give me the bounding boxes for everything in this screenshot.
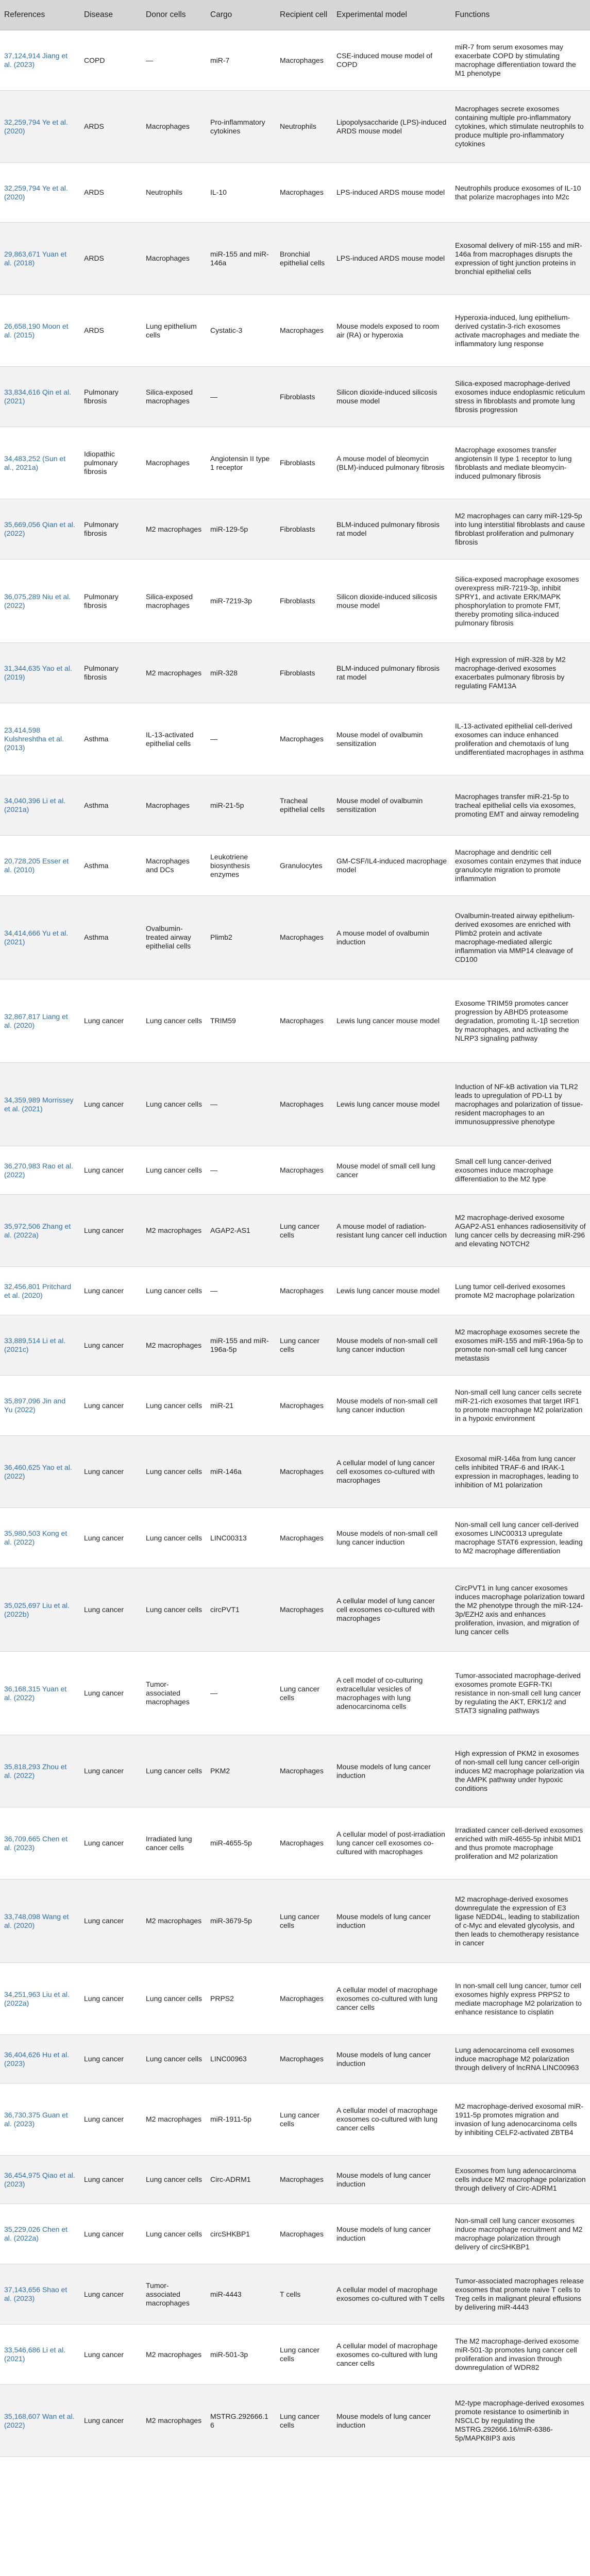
cell-cargo: Leukotriene biosynthesis enzymes xyxy=(206,836,276,896)
cell-donor-cells: Lung cancer cells xyxy=(142,2204,206,2264)
cell-recipient-cell: Fibroblasts xyxy=(276,560,332,643)
cell-disease: Lung cancer xyxy=(80,1267,142,1315)
cell-experimental-model: Mouse models of non-small cell lung cancer induction xyxy=(332,1315,451,1376)
table-row xyxy=(0,703,590,775)
cell-functions: M2-type macrophage-derived exosomes promote resistance to osimertinib in NSCLC by regulating the MSTRG.292666.16/miR-6386-5p/MAPK8IP3 axis xyxy=(451,2385,590,2457)
cell-experimental-model: Mouse model of ovalbumin sensitization xyxy=(332,775,451,836)
cell-recipient-cell: Lung cancer cells xyxy=(276,2325,332,2385)
cell-references[interactable]: 35,972,506 Zhang et al. (2022a) xyxy=(0,1195,80,1267)
cell-experimental-model: A cellular model of lung cancer cell exosomes co-cultured with macrophages xyxy=(332,1436,451,1508)
cell-experimental-model: A cellular model of macrophage exosomes co-cultured with lung cancer cells xyxy=(332,2325,451,2385)
cell-recipient-cell: Lung cancer cells xyxy=(276,2385,332,2457)
cell-donor-cells: M2 macrophages xyxy=(142,1195,206,1267)
cell-experimental-model: BLM-induced pulmonary fibrosis rat model xyxy=(332,499,451,560)
cell-disease: Pulmonary fibrosis xyxy=(80,499,142,560)
cell-experimental-model: A cell model of co-culturing extracellular vesicles of macrophages with lung adenocarcinoma cells xyxy=(332,1652,451,1735)
cell-experimental-model: Lewis lung cancer mouse model xyxy=(332,1063,451,1146)
cell-references[interactable]: 36,168,315 Yuan et al. (2022) xyxy=(0,1652,80,1735)
cell-cargo: LINC00313 xyxy=(206,1508,276,1568)
header-references: References xyxy=(0,0,80,30)
cell-cargo: — xyxy=(206,1652,276,1735)
cell-experimental-model: Mouse models of lung cancer induction xyxy=(332,2204,451,2264)
cell-cargo: — xyxy=(206,367,276,427)
cell-disease: Lung cancer xyxy=(80,1568,142,1652)
table-row xyxy=(0,1508,590,1568)
cell-disease: Asthma xyxy=(80,775,142,836)
cell-disease: Idiopathic pulmonary fibrosis xyxy=(80,427,142,499)
cell-functions: Macrophages secrete exosomes containing multiple pro-inflammatory cytokines, which stimulate neutrophils to produce multiple pro-inflammatory cytokines xyxy=(451,91,590,163)
cell-references[interactable]: 37,124,914 Jiang et al. (2023) xyxy=(0,30,80,91)
cell-donor-cells: Silica-exposed macrophages xyxy=(142,560,206,643)
cell-references[interactable]: 36,075,289 Niu et al. (2022) xyxy=(0,560,80,643)
cell-disease: Lung cancer xyxy=(80,1315,142,1376)
table-row xyxy=(0,1376,590,1436)
cell-recipient-cell: Macrophages xyxy=(276,295,332,367)
cell-donor-cells: Neutrophils xyxy=(142,163,206,223)
cell-donor-cells: M2 macrophages xyxy=(142,1879,206,1963)
cell-disease: Lung cancer xyxy=(80,1963,142,2035)
table-row xyxy=(0,295,590,367)
cell-cargo: Angiotensin II type 1 receptor xyxy=(206,427,276,499)
cell-functions: Macrophages transfer miR-21-5p to tracheal epithelial cells via exosomes, promoting EMT and airway remodeling xyxy=(451,775,590,836)
cell-references[interactable]: 33,834,616 Qin et al. (2021) xyxy=(0,367,80,427)
cell-donor-cells: M2 macrophages xyxy=(142,2385,206,2457)
cell-disease: Lung cancer xyxy=(80,1652,142,1735)
cell-disease: Lung cancer xyxy=(80,1879,142,1963)
cell-disease: COPD xyxy=(80,30,142,91)
table-row xyxy=(0,1568,590,1652)
cell-cargo: IL-10 xyxy=(206,163,276,223)
cell-donor-cells: Irradiated lung cancer cells xyxy=(142,1807,206,1879)
cell-recipient-cell: Fibroblasts xyxy=(276,367,332,427)
cell-recipient-cell: Macrophages xyxy=(276,30,332,91)
table-row xyxy=(0,2264,590,2325)
table-row xyxy=(0,2083,590,2156)
cell-recipient-cell: Macrophages xyxy=(276,1436,332,1508)
cell-experimental-model: Mouse model of small cell lung cancer xyxy=(332,1146,451,1195)
cell-donor-cells: M2 macrophages xyxy=(142,643,206,703)
table-row xyxy=(0,427,590,499)
table-row xyxy=(0,1195,590,1267)
cell-donor-cells: Lung cancer cells xyxy=(142,1063,206,1146)
cell-experimental-model: Mouse models of lung cancer induction xyxy=(332,2385,451,2457)
cell-experimental-model: Silicon dioxide-induced silicosis mouse model xyxy=(332,367,451,427)
cell-recipient-cell: Macrophages xyxy=(276,1735,332,1807)
cell-experimental-model: BLM-induced pulmonary fibrosis rat model xyxy=(332,643,451,703)
cell-cargo: circSHKBP1 xyxy=(206,2204,276,2264)
cell-functions: Exosome TRIM59 promotes cancer progression by ABHD5 proteasome degradation, promoting IL-1β secretion by macrophages, and activating the NLRP3 signaling pathway xyxy=(451,979,590,1063)
cell-donor-cells: Tumor-associated macrophages xyxy=(142,1652,206,1735)
cell-disease: Asthma xyxy=(80,836,142,896)
cell-experimental-model: A mouse model of radiation-resistant lung cancer cell induction xyxy=(332,1195,451,1267)
cell-cargo: Pro-inflammatory cytokines xyxy=(206,91,276,163)
table-row xyxy=(0,91,590,163)
cell-functions: High expression of PKM2 in exosomes of non-small cell lung cancer cell-origin induces M2 macrophage polarization via the AMPK pathway under hypoxic conditions xyxy=(451,1735,590,1807)
cell-recipient-cell: Macrophages xyxy=(276,2156,332,2204)
cell-functions: Small cell lung cancer-derived exosomes induce macrophage differentiation to the M2 type xyxy=(451,1146,590,1195)
cell-recipient-cell: Granulocytes xyxy=(276,836,332,896)
cell-disease: Pulmonary fibrosis xyxy=(80,643,142,703)
cell-references[interactable]: 37,143,656 Shao et al. (2023) xyxy=(0,2264,80,2325)
cell-functions: Hyperoxia-induced, lung epithelium-derived cystatin-3-rich exosomes activate macrophages and mediate the inflammatory lung response xyxy=(451,295,590,367)
cell-references[interactable]: 36,270,983 Rao et al. (2022) xyxy=(0,1146,80,1195)
cell-experimental-model: Lewis lung cancer mouse model xyxy=(332,1267,451,1315)
cell-recipient-cell: Lung cancer cells xyxy=(276,1195,332,1267)
cell-recipient-cell: Fibroblasts xyxy=(276,499,332,560)
cell-references[interactable]: 29,863,671 Yuan et al. (2018) xyxy=(0,223,80,295)
table-row xyxy=(0,2156,590,2204)
table-row xyxy=(0,223,590,295)
cell-experimental-model: A cellular model of macrophage exosomes co-cultured with lung cancer cells xyxy=(332,1963,451,2035)
cell-functions: Irradiated cancer cell-derived exosomes enriched with miR-4655-5p inhibit MID1 and thus promote macrophage proliferation and M2 polarization xyxy=(451,1807,590,1879)
cell-experimental-model: Mouse models exposed to room air (RA) or hyperoxia xyxy=(332,295,451,367)
cell-experimental-model: A cellular model of macrophage exosomes co-cultured with T cells xyxy=(332,2264,451,2325)
table-row xyxy=(0,775,590,836)
table-row xyxy=(0,1063,590,1146)
cell-disease: Lung cancer xyxy=(80,1195,142,1267)
cell-donor-cells: Silica-exposed macrophages xyxy=(142,367,206,427)
cell-donor-cells: Lung cancer cells xyxy=(142,1267,206,1315)
cell-functions: Lung adenocarcinoma cell exosomes induce macrophage M2 polarization through delivery of lncRNA LINC00963 xyxy=(451,2035,590,2083)
cell-cargo: miR-501-3p xyxy=(206,2325,276,2385)
cell-experimental-model: Mouse models of lung cancer induction xyxy=(332,1879,451,1963)
header-functions: Functions xyxy=(451,0,590,30)
cell-recipient-cell: Macrophages xyxy=(276,1963,332,2035)
cell-references[interactable]: 36,730,375 Guan et al. (2023) xyxy=(0,2083,80,2156)
cell-functions: Non-small cell lung cancer cells secrete miR-21-rich exosomes that target IRF1 to promote macrophage M2 polarization in a hypoxic environment xyxy=(451,1376,590,1436)
cell-recipient-cell: Macrophages xyxy=(276,1146,332,1195)
cell-cargo: miR-155 and miR-196a-5p xyxy=(206,1315,276,1376)
table-row xyxy=(0,30,590,91)
cell-references[interactable]: 36,709,665 Chen et al. (2023) xyxy=(0,1807,80,1879)
table-row xyxy=(0,1146,590,1195)
cell-recipient-cell: Neutrophils xyxy=(276,91,332,163)
cell-references[interactable]: 35,229,026 Chen et al. (2022a) xyxy=(0,2204,80,2264)
cell-donor-cells: Macrophages xyxy=(142,427,206,499)
cell-disease: Lung cancer xyxy=(80,2385,142,2457)
cell-donor-cells: Lung cancer cells xyxy=(142,1568,206,1652)
cell-experimental-model: A mouse model of ovalbumin induction xyxy=(332,896,451,979)
cell-cargo: miR-7 xyxy=(206,30,276,91)
cell-references[interactable]: 26,658,190 Moon et al. (2015) xyxy=(0,295,80,367)
cell-recipient-cell: Macrophages xyxy=(276,1807,332,1879)
cell-experimental-model: Lipopolysaccharide (LPS)-induced ARDS mouse model xyxy=(332,91,451,163)
cell-references[interactable]: 34,414,666 Yu et al. (2021) xyxy=(0,896,80,979)
cell-cargo: miR-328 xyxy=(206,643,276,703)
cell-experimental-model: Mouse model of ovalbumin sensitization xyxy=(332,703,451,775)
cell-functions: CircPVT1 in lung cancer exosomes induces macrophage polarization toward the M2 phenotype through the miR-124-3p/EZH2 axis and enhances proliferation, invasion, and migration of lung cancer cells xyxy=(451,1568,590,1652)
table-row xyxy=(0,1879,590,1963)
cell-experimental-model: Mouse models of non-small cell lung cancer induction xyxy=(332,1508,451,1568)
cell-functions: M2 macrophage-derived exosomal miR-1911-5p promotes migration and invasion of lung adenocarcinoma cells by inhibiting CELF2-activated ZBTB4 xyxy=(451,2083,590,2156)
cell-recipient-cell: Fibroblasts xyxy=(276,427,332,499)
cell-references[interactable]: 32,259,794 Ye et al. (2020) xyxy=(0,163,80,223)
cell-donor-cells: M2 macrophages xyxy=(142,1315,206,1376)
cell-recipient-cell: Tracheal epithelial cells xyxy=(276,775,332,836)
cell-references[interactable]: 32,259,794 Ye et al. (2020) xyxy=(0,91,80,163)
cell-cargo: miR-146a xyxy=(206,1436,276,1508)
cell-functions: miR-7 from serum exosomes may exacerbate COPD by stimulating macrophage differentiation toward the M1 phenotype xyxy=(451,30,590,91)
cell-donor-cells: IL-13-activated epithelial cells xyxy=(142,703,206,775)
cell-cargo: — xyxy=(206,1146,276,1195)
table-row xyxy=(0,1315,590,1376)
table-row xyxy=(0,560,590,643)
table-row xyxy=(0,367,590,427)
cell-references[interactable]: 35,669,056 Qian et al. (2022) xyxy=(0,499,80,560)
cell-donor-cells: Lung cancer cells xyxy=(142,2156,206,2204)
header-disease: Disease xyxy=(80,0,142,30)
cell-cargo: miR-1911-5p xyxy=(206,2083,276,2156)
cell-experimental-model: GM-CSF/IL4-induced macrophage model xyxy=(332,836,451,896)
cell-functions: Induction of NF-kB activation via TLR2 leads to upregulation of PD-L1 by macrophages and polarization of tissue-resident macrophages to an immunosuppressive phenotype xyxy=(451,1063,590,1146)
cell-recipient-cell: Macrophages xyxy=(276,1267,332,1315)
cell-experimental-model: LPS-induced ARDS mouse model xyxy=(332,163,451,223)
cell-recipient-cell: T cells xyxy=(276,2264,332,2325)
cell-functions: Exosomes from lung adenocarcinoma cells induce M2 macrophage polarization through delivery of Circ-ADRM1 xyxy=(451,2156,590,2204)
cell-cargo: — xyxy=(206,1267,276,1315)
cell-recipient-cell: Macrophages xyxy=(276,1568,332,1652)
cell-cargo: circPVT1 xyxy=(206,1568,276,1652)
cell-donor-cells: Lung cancer cells xyxy=(142,1735,206,1807)
cell-donor-cells: Macrophages and DCs xyxy=(142,836,206,896)
cell-experimental-model: A cellular model of macrophage exosomes co-cultured with lung cancer cells xyxy=(332,2083,451,2156)
cell-functions: M2 macrophage-derived exosomes downregulate the expression of E3 ligase NEDD4L, leading to stabilization of c-Myc and elevated glycolysis, and then leads to chemotherapy resistance in cancer xyxy=(451,1879,590,1963)
cell-experimental-model: Mouse models of lung cancer induction xyxy=(332,2156,451,2204)
cell-functions: Macrophage and dendritic cell exosomes contain enzymes that induce granulocyte migration to promote inflammation xyxy=(451,836,590,896)
cell-donor-cells: Lung cancer cells xyxy=(142,1376,206,1436)
cell-functions: The M2 macrophage-derived exosome miR-501-3p promotes lung cancer cell proliferation and invasion through downregulation of WD​R82 xyxy=(451,2325,590,2385)
table-row xyxy=(0,896,590,979)
cell-cargo: miR-3679-5p xyxy=(206,1879,276,1963)
cell-cargo: AGAP2-AS1 xyxy=(206,1195,276,1267)
cell-disease: Asthma xyxy=(80,703,142,775)
cell-references[interactable]: 35,897,096 Jin and Yu (2022) xyxy=(0,1376,80,1436)
cell-recipient-cell: Bronchial epithelial cells xyxy=(276,223,332,295)
header-recipient-cell: Recipient cell xyxy=(276,0,332,30)
table-row xyxy=(0,2325,590,2385)
cell-disease: Lung cancer xyxy=(80,2325,142,2385)
cell-references[interactable]: 32,456,801 Pritchard et al. (2020) xyxy=(0,1267,80,1315)
cell-donor-cells: Macrophages xyxy=(142,775,206,836)
cell-donor-cells: Lung cancer cells xyxy=(142,1508,206,1568)
header-cargo: Cargo xyxy=(206,0,276,30)
cell-donor-cells: — xyxy=(142,30,206,91)
cell-cargo: miR-129-5p xyxy=(206,499,276,560)
cell-disease: Lung cancer xyxy=(80,1063,142,1146)
cell-disease: Lung cancer xyxy=(80,1146,142,1195)
cell-references[interactable]: 23,414,598 Kulshreshtha et al. (2013) xyxy=(0,703,80,775)
cell-experimental-model: A mouse model of bleomycin (BLM)-induced pulmonary fibrosis xyxy=(332,427,451,499)
cell-disease: ARDS xyxy=(80,91,142,163)
cell-experimental-model: Mouse models of non-small cell lung cancer induction xyxy=(332,1376,451,1436)
cell-functions: Non-small cell lung cancer cell-derived exosomes LINC00313 upregulate macrophage STAT6 expression, leading to M2 macrophage differentiation xyxy=(451,1508,590,1568)
cell-references[interactable]: 34,040,396 Li et al. (2021a) xyxy=(0,775,80,836)
cell-recipient-cell: Macrophages xyxy=(276,896,332,979)
cell-functions: Exosomal miR-146a from lung cancer cells inhibited TRAF-6 and IRAK-1 expression in macrophages, leading to inhibition of M1 polarization xyxy=(451,1436,590,1508)
cell-cargo: miR-21-5p xyxy=(206,775,276,836)
cell-cargo: miR-4443 xyxy=(206,2264,276,2325)
cell-recipient-cell: Macrophages xyxy=(276,2204,332,2264)
table-row xyxy=(0,643,590,703)
table-row xyxy=(0,836,590,896)
cell-references[interactable]: 35,818,293 Zhou et al. (2022) xyxy=(0,1735,80,1807)
cell-functions: Tumor-associated macrophage-derived exosomes promote EGFR-TKI resistance in non-small cell lung cancer by regulating the AKT, ERK1/2 and STAT3 signaling pathways xyxy=(451,1652,590,1735)
cell-disease: Pulmonary fibrosis xyxy=(80,560,142,643)
cell-cargo: PRPS2 xyxy=(206,1963,276,2035)
cell-references[interactable]: 36,460,625 Yao et al. (2022) xyxy=(0,1436,80,1508)
cell-functions: Neutrophils produce exosomes of IL-10 that polarize macrophages into M2c xyxy=(451,163,590,223)
cell-disease: ARDS xyxy=(80,223,142,295)
table-row xyxy=(0,979,590,1063)
cell-recipient-cell: Macrophages xyxy=(276,1063,332,1146)
cell-references[interactable]: 34,359,989 Morrissey et al. (2021) xyxy=(0,1063,80,1146)
cell-donor-cells: M2 macrophages xyxy=(142,499,206,560)
cell-disease: Lung cancer xyxy=(80,2083,142,2156)
table-row xyxy=(0,2385,590,2457)
cell-donor-cells: Tumor-associated macrophages xyxy=(142,2264,206,2325)
cell-donor-cells: Lung cancer cells xyxy=(142,1436,206,1508)
cell-recipient-cell: Macrophages xyxy=(276,163,332,223)
cell-recipient-cell: Lung cancer cells xyxy=(276,1879,332,1963)
cell-disease: Lung cancer xyxy=(80,2156,142,2204)
cell-functions: M2 macrophage exosomes secrete the exosomes miR-155 and miR-196a-5p to promote non-small cell lung cancer metastasis xyxy=(451,1315,590,1376)
cell-references[interactable]: 33,748,098 Wang et al. (2020) xyxy=(0,1879,80,1963)
cell-functions: Silica-exposed macrophage exosomes overexpress miR-7219-3p, inhibit SPRY1, and activate ERK/MAPK phosphorylation to promote FMT, thereby promoting silica-induced pulmonary fibrosis xyxy=(451,560,590,643)
table-row xyxy=(0,2035,590,2083)
cell-cargo: PKM2 xyxy=(206,1735,276,1807)
cell-donor-cells: Macrophages xyxy=(142,223,206,295)
cell-disease: ARDS xyxy=(80,163,142,223)
cell-references[interactable]: 31,344,635 Yao et al. (2019) xyxy=(0,643,80,703)
cell-cargo: miR-155 and miR-146a xyxy=(206,223,276,295)
cell-disease: Lung cancer xyxy=(80,979,142,1063)
cell-recipient-cell: Macrophages xyxy=(276,1376,332,1436)
cell-disease: Pulmonary fibrosis xyxy=(80,367,142,427)
table-body xyxy=(0,30,590,2457)
cell-references[interactable]: 33,546,686 Li et al. (2021) xyxy=(0,2325,80,2385)
cell-disease: Lung cancer xyxy=(80,1436,142,1508)
cell-cargo: TRIM59 xyxy=(206,979,276,1063)
cell-recipient-cell: Lung cancer cells xyxy=(276,2083,332,2156)
cell-experimental-model: Mouse models of lung cancer induction xyxy=(332,2035,451,2083)
table-row xyxy=(0,1436,590,1508)
cell-experimental-model: Silicon dioxide-induced silicosis mouse model xyxy=(332,560,451,643)
cell-references[interactable]: 33,889,514 Li et al. (2021c) xyxy=(0,1315,80,1376)
cell-references[interactable]: 36,404,626 Hu et al. (2023) xyxy=(0,2035,80,2083)
cell-disease: Lung cancer xyxy=(80,1807,142,1879)
cell-recipient-cell: Macrophages xyxy=(276,1508,332,1568)
table-header-row xyxy=(0,0,590,30)
cell-references[interactable]: 32,867,817 Liang et al. (2020) xyxy=(0,979,80,1063)
cell-donor-cells: Lung cancer cells xyxy=(142,2035,206,2083)
cell-donor-cells: Ovalbumin-treated airway epithelial cells xyxy=(142,896,206,979)
cell-functions: M2 macrophage-derived exosome AGAP2-AS1 enhances radiosensitivity of lung cancer cells by decreasing miR-296 and elevating NOTCH2 xyxy=(451,1195,590,1267)
cell-cargo: — xyxy=(206,1063,276,1146)
cell-donor-cells: Lung cancer cells xyxy=(142,1963,206,2035)
cell-functions: Tumor-associated macrophages release exosomes that promote naive T cells to Treg cells in malignant pleural effusions by delivering miR-4443 xyxy=(451,2264,590,2325)
cell-references[interactable]: 35,025,697 Liu et al. (2022b) xyxy=(0,1568,80,1652)
cell-experimental-model: Lewis lung cancer mouse model xyxy=(332,979,451,1063)
cell-disease: Lung cancer xyxy=(80,2035,142,2083)
header-donor-cells: Donor cells xyxy=(142,0,206,30)
cell-functions: Exosomal delivery of miR-155 and miR-146a from macrophages disrupts the expression of tight junction proteins in bronchial epithelial cells xyxy=(451,223,590,295)
cell-functions: IL-13-activated epithelial cell-derived exosomes can induce enhanced proliferation and chemotaxis of lung undifferentiated macrophages in asthma xyxy=(451,703,590,775)
cell-recipient-cell: Lung cancer cells xyxy=(276,1652,332,1735)
cell-donor-cells: Lung cancer cells xyxy=(142,979,206,1063)
table-row xyxy=(0,1267,590,1315)
cell-cargo: — xyxy=(206,703,276,775)
cell-recipient-cell: Macrophages xyxy=(276,2035,332,2083)
cell-recipient-cell: Fibroblasts xyxy=(276,643,332,703)
cell-donor-cells: Lung cancer cells xyxy=(142,1146,206,1195)
cell-references[interactable]: 34,251,963 Liu et al. (2022a) xyxy=(0,1963,80,2035)
cell-donor-cells: Macrophages xyxy=(142,91,206,163)
cell-cargo: miR-21 xyxy=(206,1376,276,1436)
cell-references[interactable]: 34,483,252 (Sun et al., 2021a) xyxy=(0,427,80,499)
cell-donor-cells: M2 macrophages xyxy=(142,2325,206,2385)
table-row xyxy=(0,1963,590,2035)
cell-references[interactable]: 20,728,205 Esser et al. (2010) xyxy=(0,836,80,896)
table-row xyxy=(0,1807,590,1879)
cell-experimental-model: LPS-induced ARDS mouse model xyxy=(332,223,451,295)
cell-functions: M2 macrophages can carry miR-129-5p into lung interstitial fibroblasts and cause fibroblast proliferation and pulmonary fibrosis xyxy=(451,499,590,560)
cell-references[interactable]: 36,454,975 Qiao et al. (2023) xyxy=(0,2156,80,2204)
cell-functions: Non-small cell lung cancer exosomes induce macrophage recruitment and M2 macrophage polarization through delivery of circSHKBP1 xyxy=(451,2204,590,2264)
cell-functions: Lung tumor cell-derived exosomes promote M2 macrophage polarization xyxy=(451,1267,590,1315)
cell-functions: Ovalbumin-treated airway epithelium-derived exosomes are enriched with Plimb2 protein and activate macrophage-mediated allergic inflammation via MMP14 cleavage of CD100 xyxy=(451,896,590,979)
cell-disease: Lung cancer xyxy=(80,1508,142,1568)
cell-functions: Silica-exposed macrophage-derived exosomes induce endoplasmic reticulum stress in fibroblasts and promote lung fibrosis progression xyxy=(451,367,590,427)
cell-disease: Lung cancer xyxy=(80,2204,142,2264)
table-row xyxy=(0,163,590,223)
cell-cargo: miR-7219-3p xyxy=(206,560,276,643)
cell-functions: Macrophage exosomes transfer angiotensin II type 1 receptor to lung fibroblasts and mediate bleomycin-induced pulmonary fibrosis xyxy=(451,427,590,499)
cell-donor-cells: M2 macrophages xyxy=(142,2083,206,2156)
cell-disease: Asthma xyxy=(80,896,142,979)
cell-experimental-model: A cellular model of lung cancer cell exosomes co-cultured with macrophages xyxy=(332,1568,451,1652)
cell-references[interactable]: 35,980,503 Kong et al. (2022) xyxy=(0,1508,80,1568)
cell-donor-cells: Lung epithelium cells xyxy=(142,295,206,367)
table-row xyxy=(0,2204,590,2264)
cell-references[interactable]: 35,168,607 Wan et al. (2022) xyxy=(0,2385,80,2457)
cell-cargo: MSTRG.292666.16 xyxy=(206,2385,276,2457)
table-row xyxy=(0,499,590,560)
cell-disease: Lung cancer xyxy=(80,1735,142,1807)
cell-cargo: Circ-ADRM1 xyxy=(206,2156,276,2204)
table-row xyxy=(0,1652,590,1735)
cell-functions: High expression of miR-328 by M2 macrophage-derived exosomes exacerbates pulmonary fibrosis by regulating FAM13A xyxy=(451,643,590,703)
header-experimental-model: Experimental model xyxy=(332,0,451,30)
cell-cargo: miR-4655-5p xyxy=(206,1807,276,1879)
cell-recipient-cell: Lung cancer cells xyxy=(276,1315,332,1376)
cell-cargo: Cystatic-3 xyxy=(206,295,276,367)
cell-experimental-model: Mouse models of lung cancer induction xyxy=(332,1735,451,1807)
cell-cargo: Plimb2 xyxy=(206,896,276,979)
cell-experimental-model: CSE-induced mouse model of COPD xyxy=(332,30,451,91)
cell-recipient-cell: Macrophages xyxy=(276,979,332,1063)
cell-disease: ARDS xyxy=(80,295,142,367)
cell-recipient-cell: Macrophages xyxy=(276,703,332,775)
cell-experimental-model: A cellular model of post-irradiation lung cancer cell exosomes co-cultured with macrophages xyxy=(332,1807,451,1879)
cell-disease: Lung cancer xyxy=(80,1376,142,1436)
cell-cargo: LINC00963 xyxy=(206,2035,276,2083)
cell-functions: In non-small cell lung cancer, tumor cell exosomes highly express PRPS2 to mediate macrophage M2 polarization to enhance resistance to cisplatin xyxy=(451,1963,590,2035)
cell-disease: Lung cancer xyxy=(80,2264,142,2325)
table-row xyxy=(0,1735,590,1807)
